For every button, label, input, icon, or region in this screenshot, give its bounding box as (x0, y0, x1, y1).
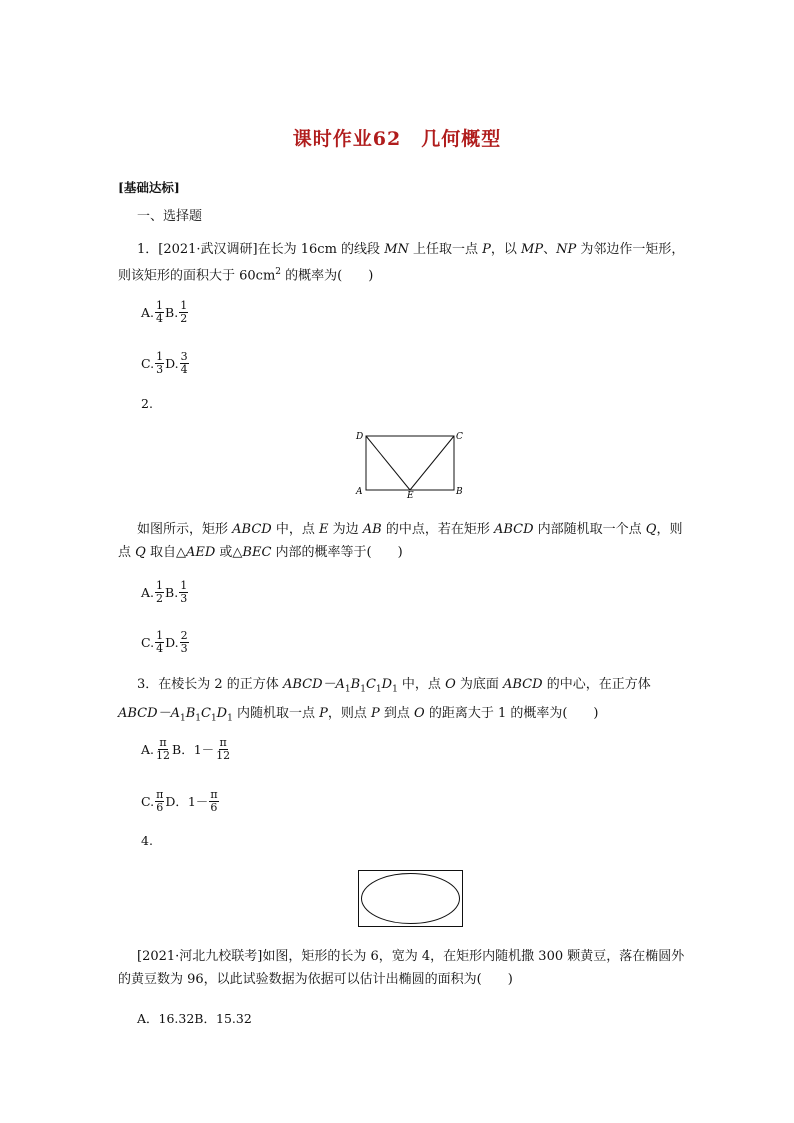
fraction: $\frac{3}{4}$ (180, 349, 188, 376)
question-2-number: 2. (141, 396, 153, 411)
question-3-text: 3．在棱长为 2 的正方体 $ABCD-A_1B_1C_1D_1$ 中，点 O 为底面 ABCD 的中心，在正方体 $ABCD-A_1B_1C_1D_1$ 内随机取一点 P，则点 P 到点 O 的距离大于 1 的概率为( ) (118, 677, 651, 724)
fraction: $\frac{\pi}{6}$ (156, 787, 164, 814)
label-a: A (356, 487, 363, 497)
fraction: $\frac{\pi}{12}$ (216, 735, 231, 762)
fraction: $\frac{1}{2}$ (156, 578, 164, 605)
question-4-number: 4. (141, 833, 153, 848)
question-3-options-cd: C. $\frac{\pi}{6}$ D．1－ $\frac{\pi}{6}$ (141, 787, 218, 814)
label-d: D (356, 432, 364, 442)
question-3-options-ab: A. $\frac{\pi}{12}$ B．1－ $\frac{\pi}{12}$ (141, 735, 231, 762)
question-1-text: 1．[2021·武汉调研]在长为 16cm 的线段 MN 上任取一点 P，以 MP、NP 为邻边作一矩形，则该矩形的面积大于 $60cm^2$ 的概率为( ) (118, 242, 685, 284)
fraction: $\frac{1}{4}$ (156, 298, 164, 325)
rectangle-figure (352, 428, 468, 500)
question-2-options-cd: C. $\frac{1}{4}$ D. $\frac{2}{3}$ (141, 628, 188, 655)
fraction: $\frac{1}{3}$ (180, 578, 188, 605)
ellipse-in-rectangle-figure (357, 869, 465, 929)
subsection-heading: 一、选择题 (137, 209, 203, 224)
fraction: $\frac{1}{3}$ (156, 349, 164, 376)
section-heading: [基础达标] (118, 180, 180, 195)
question-1-options-cd: C. $\frac{1}{3}$ D. $\frac{3}{4}$ (141, 349, 188, 376)
question-4-text: [2021·河北九校联考]如图，矩形的长为 6，宽为 4，在矩形内随机撒 300 颗黄豆，落在椭圆外的黄豆数为 96，以此试验数据为依据可以估计出椭圆的面积为( ) (118, 949, 685, 987)
label-e: E (407, 491, 414, 500)
question-2-options-ab: A. $\frac{1}{2}$ B. $\frac{1}{3}$ (141, 578, 188, 605)
question-1-options-ab: A. $\frac{1}{4}$ B. $\frac{1}{2}$ (141, 298, 188, 325)
fraction: $\frac{1}{2}$ (180, 298, 188, 325)
question-2-text: 如图所示，矩形 ABCD 中，点 E 为边 AB 的中点，若在矩形 ABCD 内部随机取一个点 Q，则点 Q 取自△AED 或△BEC 内部的概率等于( ) (118, 522, 683, 560)
label-b: B (456, 487, 463, 497)
question-4-options-ab: A．16.32B．15.32 (137, 1011, 252, 1026)
fraction: $\frac{\pi}{12}$ (156, 735, 171, 762)
fraction: $\frac{1}{4}$ (156, 628, 164, 655)
fraction: $\frac{2}{3}$ (180, 628, 188, 655)
page-title: 课时作业62 几何概型 (292, 128, 502, 150)
fraction: $\frac{\pi}{6}$ (210, 787, 218, 814)
label-c: C (456, 432, 463, 442)
